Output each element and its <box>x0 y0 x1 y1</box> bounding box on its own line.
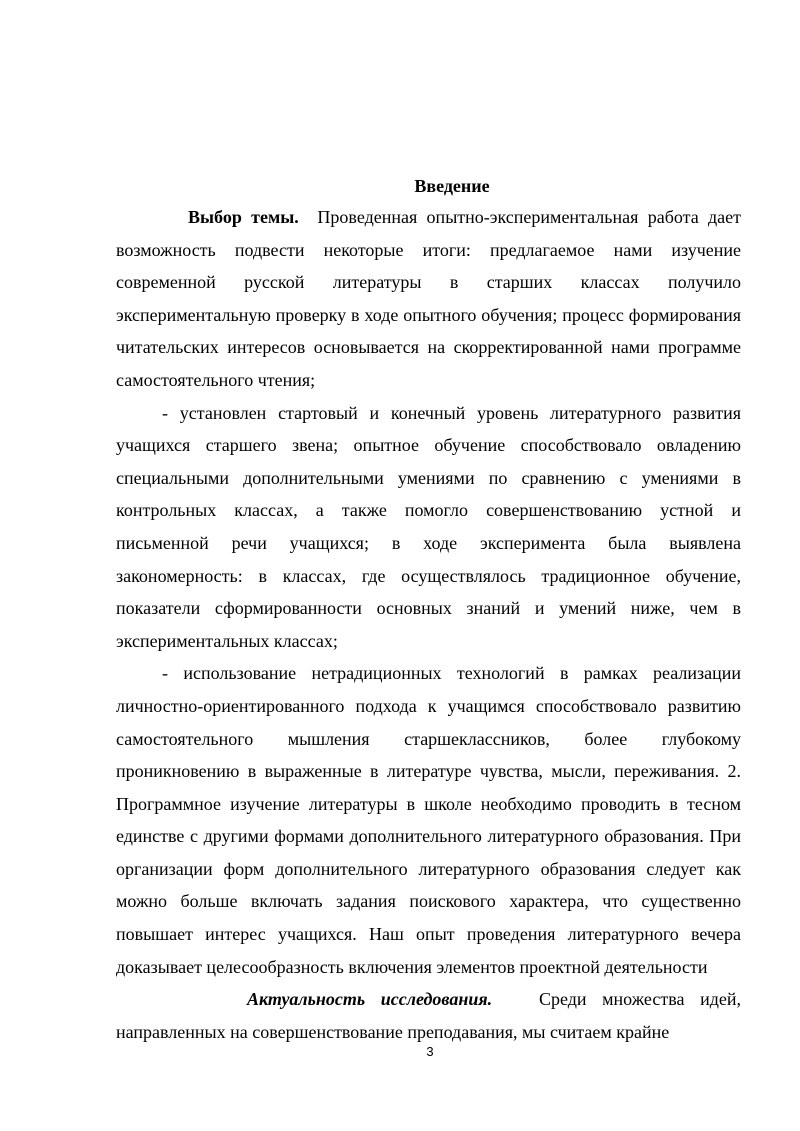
paragraph-results-1 <box>116 397 741 658</box>
page-number: 3 <box>426 1044 434 1059</box>
paragraph-relevance <box>116 983 741 1048</box>
paragraph-text: - использование нетрадиционных технологий в рамках реализации личностно-ориентированного подхода к учащимся способствовало развитию самостоятельного мышления старшеклассников, более глубокому проникновению в выраженные в литературе чувства, мысли, переживания. 2. Программное изучение литературы в школе необходимо проводить в тесном единстве с другими формами дополнительного литературного образования. При организации форм дополнительного литературного образования следует как можно больше включать задания поискового характера, что существенно повышает интерес учащихся. Наш опыт проведения литературного вечера доказывает целесообразность включения элементов проектной деятельности <box>116 663 741 977</box>
paragraph-topic-choice <box>116 201 741 397</box>
paragraph-text: Среди множества идей, направленных на совершенствование преподавания, мы считаем крайне <box>116 989 742 1042</box>
paragraph-lead-relevance: Актуальность исследования. <box>247 989 493 1010</box>
paragraph-results-2 <box>116 657 741 983</box>
section-heading: Введение <box>414 176 490 196</box>
paragraph-text: Проведенная опытно-экспериментальная работа дает возможность подвести некоторые итоги: предлагаемое нами изучение современной русской литературы в старших классах получило экспериментальную проверку в ходе опытного обучения; процесс формирования читательских интересов основывается на скорректированной нами программе самостоятельного чтения; <box>116 207 741 390</box>
paragraph-lead-topic-choice: Выбор темы. <box>188 207 299 227</box>
paragraph-text: - установлен стартовый и конечный уровень литературного развития учащихся старшего звена; опытное обучение способствовало овладению специальными дополнительными умениями по сравнению с умениями в контрольных классах, а также помогло совершенствованию устной и письменной речи учащихся; в ходе эксперимента была выявлена закономерность: в классах, где осуществлялось традиционное обучение, показатели сформированности основных знаний и умений ниже, чем в экспериментальных классах; <box>116 402 741 651</box>
document-body <box>116 201 741 1048</box>
